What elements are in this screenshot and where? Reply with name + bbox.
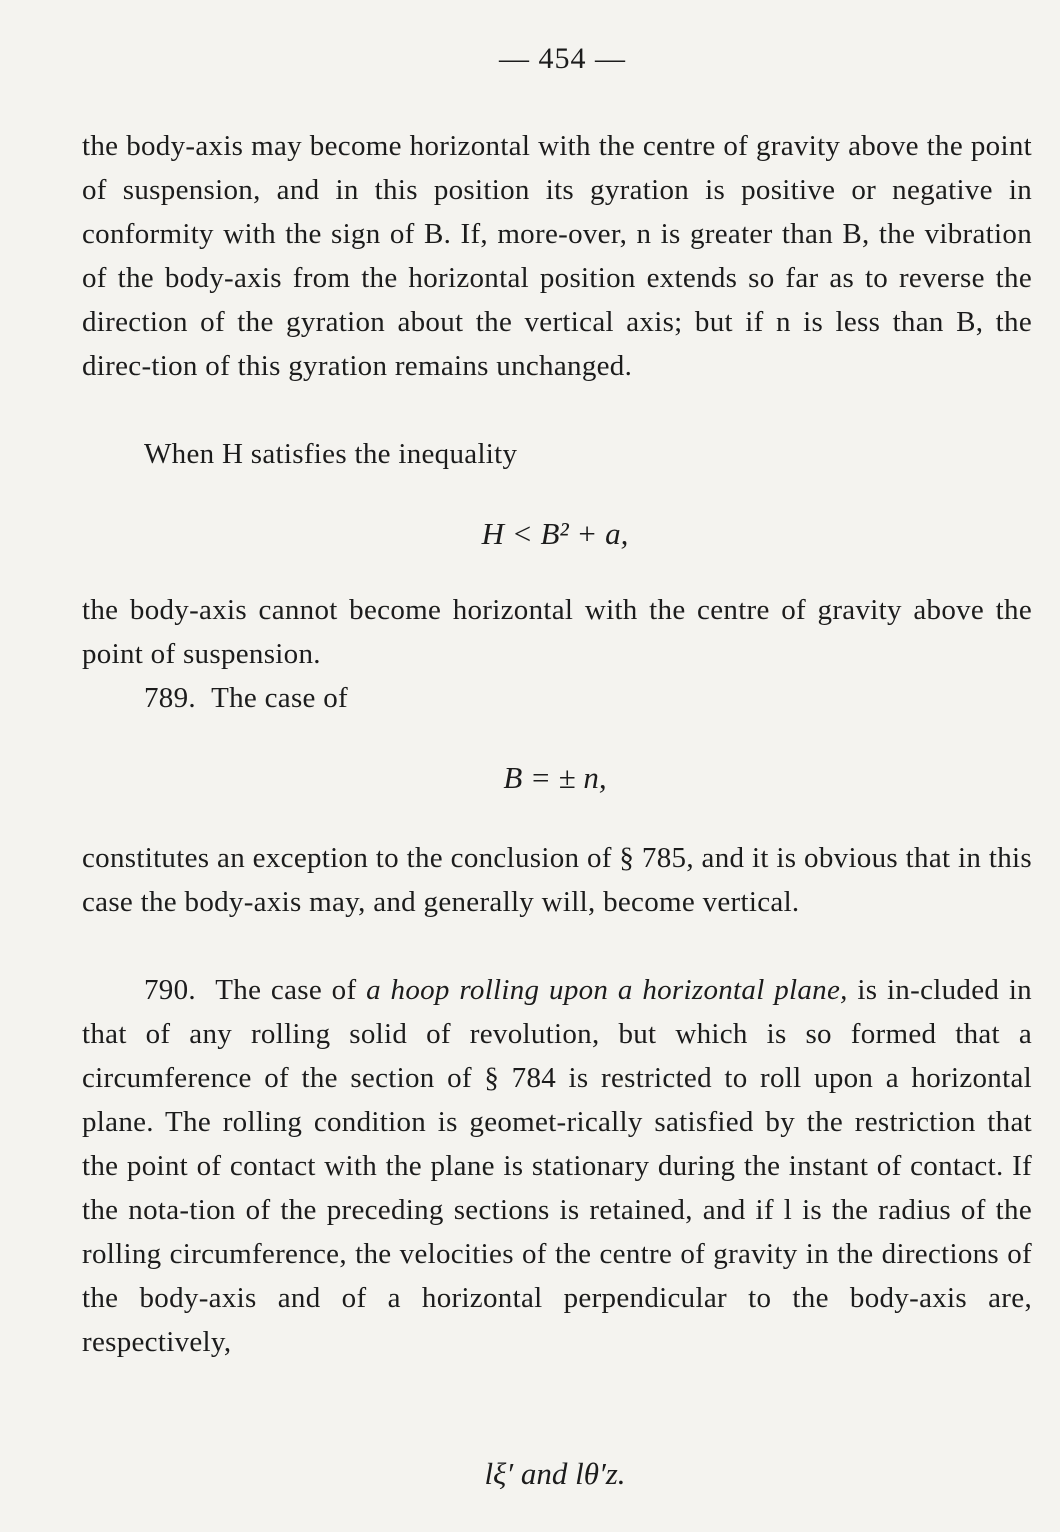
paragraph-exception: constitutes an exception to the conclusion of § 785, and it is obvious that in this case the body-axis may, and generally will, become vertical.: [82, 842, 1032, 918]
section-790: [82, 968, 1032, 1364]
paragraph-cannot-horizontal: the body-axis cannot become horizontal with the centre of gravity above the point of suspension.: [82, 594, 1032, 670]
section-text: The case of: [211, 682, 349, 714]
section-number: 790.: [144, 974, 196, 1006]
equation-b-plus-minus-n: B = ± n,: [503, 760, 607, 795]
paragraph-gyration: the body-axis may become horizontal with the centre of gravity above the point of suspension, and in this position its gyration is positive or negative in conformity with the sign of B. If, more-over, n is greater than B, the vibration of the body-axis from the horizontal position extends so far as to reverse the direction of the gyration about the vertical axis; but if n is less than B, the direc-tion of this gyration remains unchanged.: [82, 130, 1032, 382]
section-lead: The case of: [215, 974, 357, 1006]
velocity-equation: lξ′ and lθ′z.: [484, 1456, 626, 1491]
section-number: 789.: [144, 682, 196, 714]
section-789: [82, 676, 1032, 720]
page-number: — 454 —: [499, 42, 626, 75]
paragraph-when-h: When H satisfies the inequality: [144, 438, 518, 470]
inequality-equation: H < B² + a,: [481, 516, 629, 551]
section-body: is in-cluded in that of any rolling solid of revolution, but which is so formed that a circumference of the section of § 784 is restricted to roll upon a horizontal plane. The rolling condition is geomet-rically satisfied by the restriction that the point of contact with the plane is stationary during the instant of contact. If the nota-tion of the preceding sections is retained, and if l is the radius of the rolling circumference, the velocities of the centre of gravity in the directions of the body-axis and of a horizontal perpendicular to the body-axis are, respectively,: [82, 974, 1032, 1358]
hoop-rolling-phrase: a hoop rolling upon a horizontal plane,: [366, 974, 848, 1006]
